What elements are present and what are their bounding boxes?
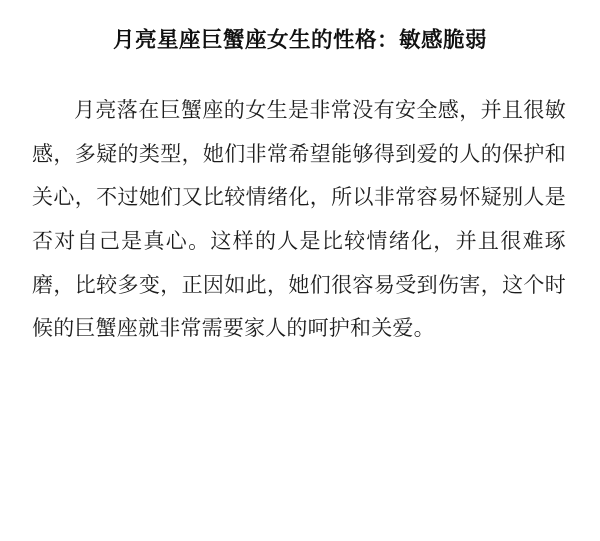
body-paragraph: 月亮落在巨蟹座的女生是非常没有安全感，并且很敏感，多疑的类型，她们非常希望能够得到爱的人的保护和关心，不过她们又比较情绪化，所以非常容易怀疑别人是否对自己是真心。这样的人是比较情绪化，并且很难琢磨，比较多变，正因如此，她们很容易受到伤害，这个时候的巨蟹座就非常需要家人的呵护和关爱。 bbox=[32, 99, 566, 341]
page-title: 月亮星座巨蟹座女生的性格：敏感脆弱 bbox=[112, 28, 487, 52]
